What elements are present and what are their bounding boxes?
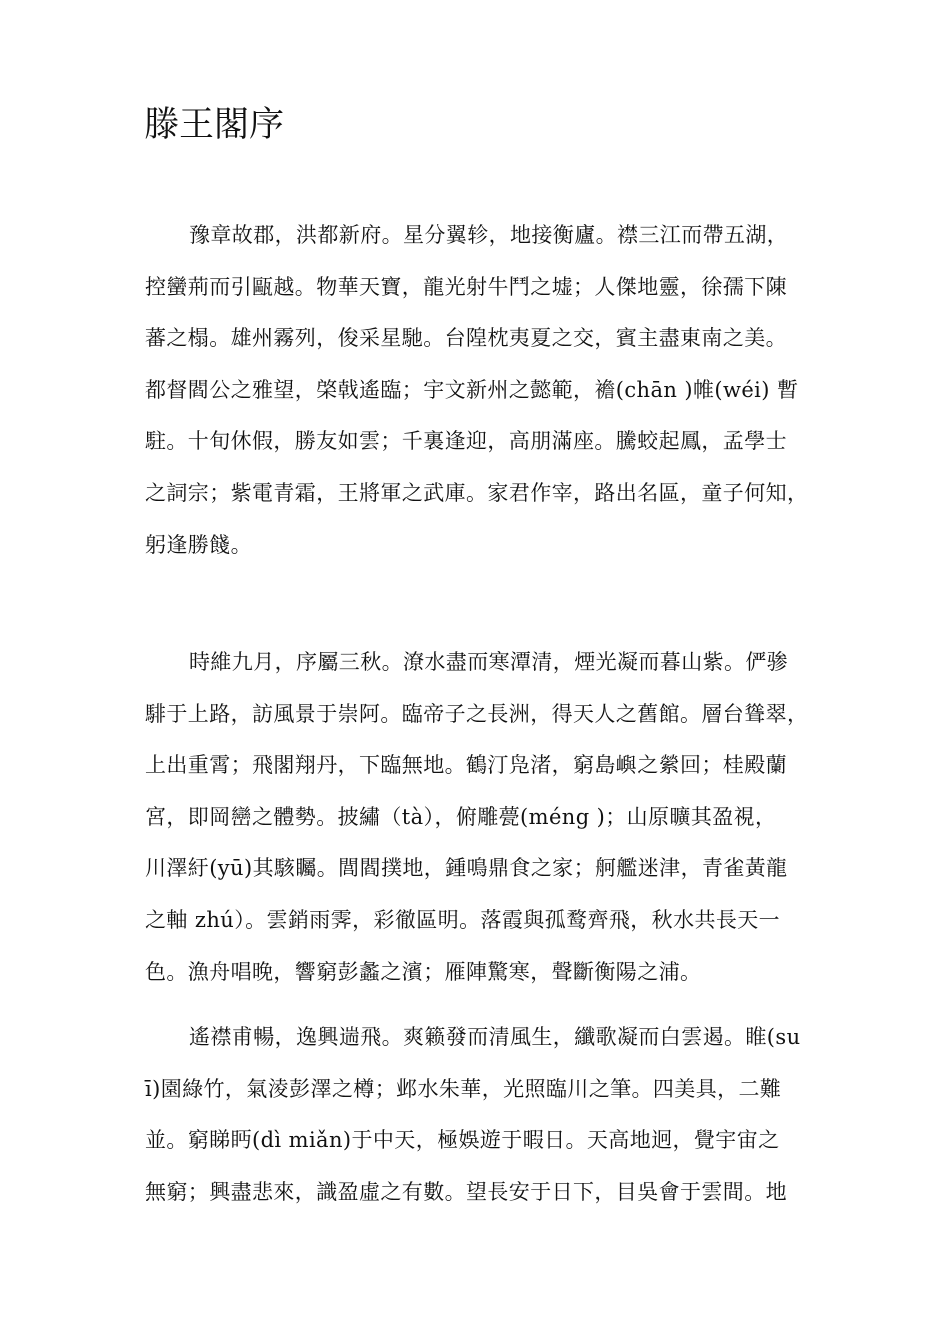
text-line: 都督閻公之雅望，棨戟遙臨；宇文新州之懿範，襜(chān )帷(wéi) 暫 xyxy=(145,377,799,402)
text-line: 川澤紆(yū)其駭矚。閭閻撲地，鍾鳴鼎食之家；舸艦迷津，青雀黃龍 xyxy=(145,856,788,881)
text-line: 無窮；興盡悲來，識盈虛之有數。望長安于日下，目吳會于雲間。地 xyxy=(145,1179,787,1204)
text-line: ī)園綠竹，氣淩彭澤之樽；邺水朱華，光照臨川之筆。四美具，二難 xyxy=(145,1076,782,1101)
text-line: 色。漁舟唱晚，響窮彭蠡之濱；雁陣驚寒，聲斷衡陽之浦。 xyxy=(145,959,702,984)
text-line: 蕃之榻。雄州霧列，俊采星馳。台隍枕夷夏之交，賓主盡東南之美。 xyxy=(145,326,787,351)
paragraph-1 xyxy=(145,210,810,571)
text-line: 宮，即岡巒之體勢。披繡（tà），俯雕甍(méng )；山原曠其盈視， xyxy=(145,804,777,829)
text-line: 豫章故郡，洪都新府。星分翼轸，地接衡廬。襟三江而帶五湖， xyxy=(189,223,789,247)
text-line: 時維九月，序屬三秋。潦水盡而寒潭清，煙光凝而暮山紫。俨骖 xyxy=(189,650,789,674)
text-line: 騑于上路，訪風景于崇阿。臨帝子之長洲，得天人之舊館。層台聳翠， xyxy=(145,701,809,726)
text-line: 駐。十旬休假，勝友如雲；千裏逢迎，高朋滿座。騰蛟起鳳，孟學士 xyxy=(145,429,787,454)
document-title: 滕王閣序 xyxy=(144,105,285,145)
text-line: 上出重霄；飛閣翔丹，下臨無地。鶴汀凫渚，窮島嶼之縈回；桂殿蘭 xyxy=(145,753,787,778)
text-line: 遙襟甫暢，逸興遄飛。爽籁發而清風生，纖歌凝而白雲遏。睢(su xyxy=(189,1025,801,1049)
paragraph-3 xyxy=(145,1012,810,1218)
text-line: 之詞宗；紫電青霜，王將軍之武庫。家君作宰，路出名區，童子何知， xyxy=(145,480,809,505)
text-line: 躬逢勝餞。 xyxy=(145,532,252,557)
text-line: 並。窮睇眄(dì miǎn)于中天，極娛遊于暇日。天高地迥，覺宇宙之 xyxy=(145,1128,780,1153)
text-line: 控蠻荊而引甌越。物華天寶，龍光射牛鬥之墟；人傑地靈，徐孺下陳 xyxy=(145,274,787,299)
paragraph-2 xyxy=(145,637,810,998)
text-line: 之軸 zhú）。雲銷雨霁，彩徹區明。落霞與孤鹜齊飛，秋水共長天一 xyxy=(145,907,781,932)
